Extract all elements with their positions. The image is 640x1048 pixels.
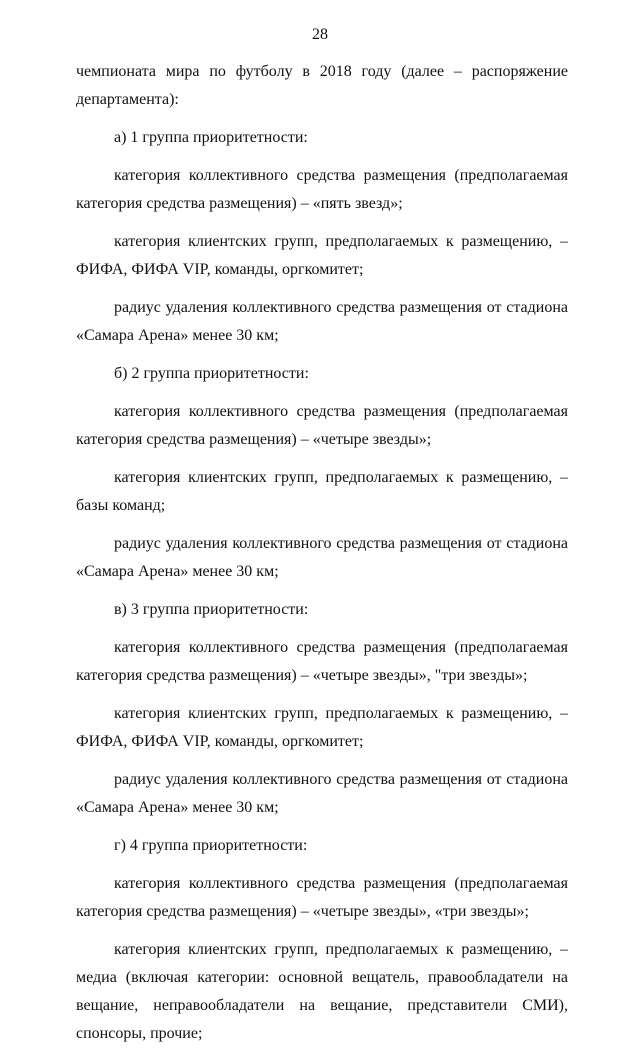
paragraph-group-4-heading: г) 4 группа приоритетности: — [114, 837, 308, 854]
paragraph-group-3-clients: категория клиентских групп, предполагаемых к размещению, – ФИФА, ФИФА VIP, команды, оргкомитет; — [76, 705, 568, 750]
paragraph-group-1-category: категория коллективного средства размещения (предполагаемая категория средства размещения) – «пять звезд»; — [76, 167, 568, 212]
paragraph-group-4-category: категория коллективного средства размещения (предполагаемая категория средства размещения) – «четыре звезды», «три звезды»; — [76, 875, 568, 920]
paragraph-group-4-clients: категория клиентских групп, предполагаемых к размещению, – медиа (включая категории: основной вещатель, правообладатели на вещание, неправообладатели на вещание, представители СМИ), спонсоры, прочие; — [76, 941, 568, 1042]
page-number: 28 — [312, 26, 328, 43]
paragraph-group-1-heading: а) 1 группа приоритетности: — [114, 129, 308, 146]
paragraph-group-3-radius: радиус удаления коллективного средства размещения от стадиона «Самара Арена» менее 30 км; — [76, 771, 568, 816]
paragraph-group-2-clients: категория клиентских групп, предполагаемых к размещению, – базы команд; — [76, 469, 568, 514]
body-text — [76, 58, 568, 1048]
paragraph-group-3-heading: в) 3 группа приоритетности: — [114, 601, 309, 618]
paragraph-group-2-category: категория коллективного средства размещения (предполагаемая категория средства размещения) – «четыре звезды»; — [76, 403, 568, 448]
paragraph-group-2-radius: радиус удаления коллективного средства размещения от стадиона «Самара Арена» менее 30 км; — [76, 535, 568, 580]
paragraph-group-1-clients: категория клиентских групп, предполагаемых к размещению, – ФИФА, ФИФА VIP, команды, оргкомитет; — [76, 233, 568, 278]
paragraph-continuation: чемпионата мира по футболу в 2018 году (далее – распоряжение департамента): — [76, 63, 568, 108]
paragraph-group-1-radius: радиус удаления коллективного средства размещения от стадиона «Самара Арена» менее 30 км; — [76, 299, 568, 344]
paragraph-group-2-heading: б) 2 группа приоритетности: — [114, 365, 309, 382]
paragraph-group-3-category: категория коллективного средства размещения (предполагаемая категория средства размещения) – «четыре звезды», "три звезды»; — [76, 639, 568, 684]
